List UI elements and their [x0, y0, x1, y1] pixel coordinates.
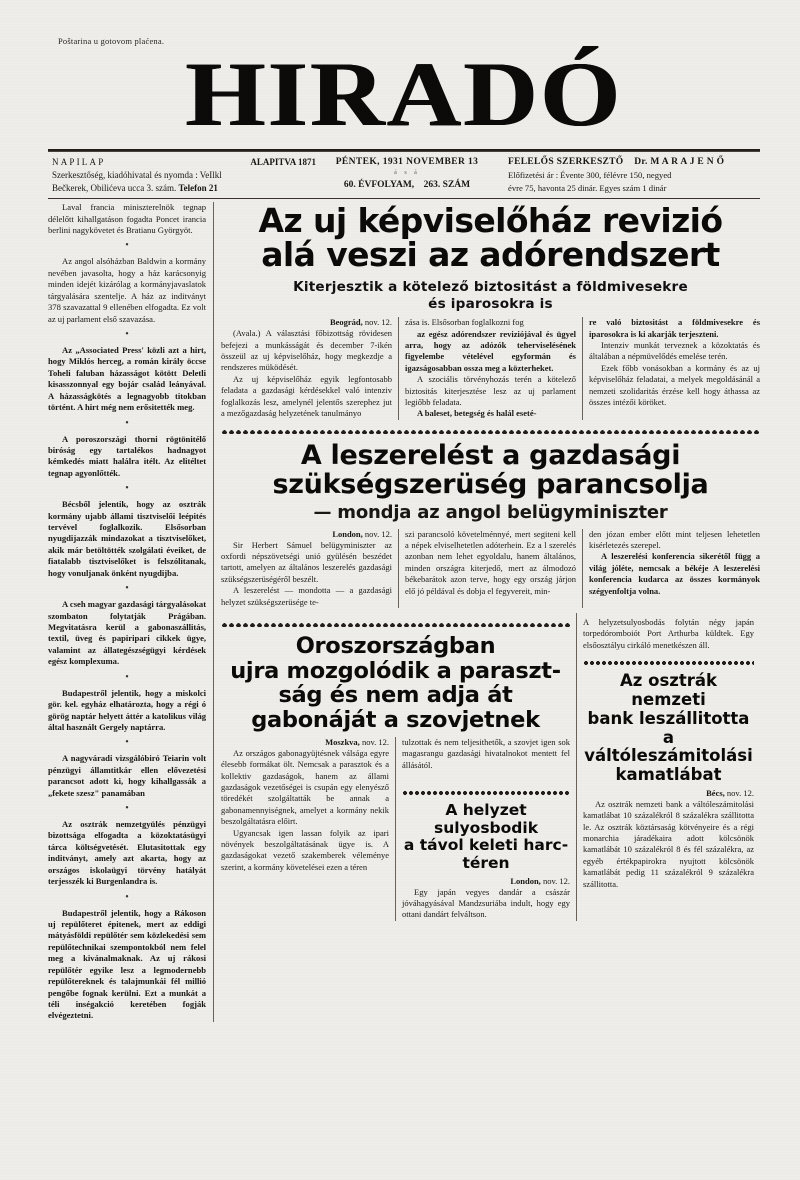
austrian-bank-headline — [583, 672, 754, 785]
fareast-headline-line-2: a távol keleti harc- — [403, 836, 569, 855]
article-paragraph: den józan ember előtt mint teljesen lehetetlen kisérletezés szerepel. — [589, 528, 760, 551]
dateline — [221, 737, 389, 747]
disarmament-subhead: — mondja az angol belügyminiszter — [313, 502, 668, 524]
lead-article-col-3 — [589, 317, 760, 419]
news-brief: Laval francia miniszterelnök tegnap délelőtt kihallgatáson fogadta Poncet irancia berlini nagykövetet és Bratianu Györgyöt. — [48, 202, 207, 236]
phone-label: Telefon 21 — [178, 182, 218, 193]
article-paragraph: A leszerelést — mondotta — a gazdasági helyzet szükségszerüsége te- — [221, 585, 392, 607]
brief-separator — [48, 673, 206, 683]
article-paragraph: Az uj képviselőház egyik legfontosabb feladata a gazdasági kérdésekkel való intenziv foglalkozás lesz, amelynél jelentős szerephez jut a mezőgazdaság helyzetének tanulmányo — [221, 373, 392, 418]
article-paragraph: Intenziv munkát terveznek a közoktatás és általában a népmüvelődés emelése terén. — [589, 340, 760, 362]
fareast-headline-line-3: téren — [462, 854, 510, 873]
fareast-headline-line-1: A helyzet sulyosbodik — [434, 801, 539, 837]
column-divider — [398, 529, 399, 608]
article-paragraph: az egész adórendszer reviziójával és ügyel arra, hogy az adózók teherviselésének figyelembe vételével egyformán és igazságosabban ossza meg a közterheket. — [405, 328, 576, 373]
column-divider — [576, 613, 577, 921]
article-paragraph: A baleset, betegség és halál eseté- — [417, 408, 537, 419]
volume-label: 60. ÉVFOLYAM, — [343, 180, 415, 191]
masthead-info-bar — [48, 152, 760, 199]
lower-section — [221, 613, 760, 921]
dotted-divider — [221, 620, 570, 627]
article-paragraph: Az országos gabonagyüjtésnek válsága egyre élesebb formákat ölt. Nemcsak a parasztok és a kollektiv gazdaságok, hanem az állami gazdaságok vezetőségei is csupán egy elenyésző töredékét szolgáltatták be annak a gabonamennyiségnek, amelyet a kormány nekik beszolgáltatásra előirt. — [221, 747, 390, 827]
dateline-date: nov. 12. — [364, 317, 392, 328]
column-divider — [582, 317, 583, 419]
disarmament-headline-line-2: szükségszerüség parancsolja — [272, 469, 709, 501]
news-brief: Budapestről jelentik, hogy a Rákoson uj repülőteret épitenek, mert az eddigi mátyásföldi repülőtér sem közlekedési sem repülőtechnikai szempontokból nem felel meg a kivánalmaknak. Az uj rákosi repülőtér egyike lesz a legmodernebb repülőtereknek és talajmunkái fél millió pengőbe fognak kerülni. Ezt a munkát a téli inségakció keretében fogják elvégeztetni. — [48, 907, 207, 1021]
issue-number: 263. SZÁM — [423, 180, 471, 191]
news-brief: A cseh magyar gazdasági tárgyalásokat szombaton folytatják Prágában. Megvitatásra kerül a gabonaszállitás, textil, üveg és papiripari cikkek ügye, valamint az állategészségügyi kérdések egész komplexuma. — [48, 599, 207, 667]
masthead-date-block — [316, 156, 498, 196]
article-paragraph: (Avala.) A választási főbizottság rövidesen befejezi a munkásságát és december 7-ikén összeül az uj képviselőház, hogy megkezdje a rendszeres müködését. — [221, 328, 392, 373]
russia-headline — [221, 634, 570, 733]
news-brief: Az angol alsóházban Baldwin a kormány nevében javasolta, hogy a ház karácsonyig minden idejét kizárólag a kormányjavaslatok tárgyalására szentelje. A ház az inditványt 378 szavazattal 9 ellenében elfogadta. Ez volt az uj parlament első szavazása. — [48, 256, 207, 324]
dateline — [583, 788, 754, 798]
russia-col-2 — [402, 737, 570, 921]
brief-separator — [48, 330, 206, 340]
dotted-divider — [221, 427, 760, 434]
austrian-bank-headline-line-1: Az osztrák nemzeti — [619, 671, 717, 709]
article-paragraph: A szociális törvényhozás terén a kötelező biztositás kiterjesztése lesz az uj parlament legiőbb feladata. — [405, 374, 576, 407]
brief-separator — [48, 419, 206, 429]
austrian-bank-headline-line-4: kamatlábat — [615, 765, 722, 785]
news-brief: A nagyváradi vizsgálóbiró Teiarin volt pénzügyi államtitkár ellen elővezetési parancsot adott ki, hogy kihallgassák a „fekete szesz" panamában — [48, 753, 207, 798]
lead-headline-line-2: alá veszi az adórendszert — [261, 235, 720, 275]
article-paragraph: tulzottak és nem teljesithetők, a szovjet igen sok magasrangu gazdasági hivatalnokot mentett fel állásától. — [402, 736, 571, 770]
russia-col-1 — [221, 737, 389, 921]
founded-label: ALAPITVA 1871 — [250, 156, 316, 167]
article-paragraph: Ugyancsak igen lassan folyik az ipari növények beszolgáltatásának ügye is. A gazdaságokat vezető szakemberek véleménye szerint, a kormány követelései ezen a téren — [221, 827, 390, 872]
lead-article-body — [221, 317, 760, 419]
article-paragraph: A helyzetsulyosbodás folytán négy japán torpedóromboiót Port Arthurba küldtek. Egy elsőosztályu cirkáló menetkészen áll. — [583, 616, 754, 650]
article-paragraph: A leszerelési konferencia sikerétől függ a világ jóléte, nemcsak a békéje A leszerelési konferencia kudarca az összes kormányok szégyenfoltja volna. — [589, 551, 760, 596]
disarmament-headline-line-1: A leszerelést a gazdasági — [300, 439, 681, 471]
brief-separator — [48, 738, 206, 748]
disarmament-col-1 — [221, 529, 392, 608]
austrian-bank-headline-line-2: bank leszállitotta — [587, 708, 750, 728]
russia-headline-line-2: ujra mozgolódik a paraszt- — [230, 657, 561, 684]
column-divider — [395, 737, 396, 921]
dateline-city: Beográd, — [329, 317, 363, 328]
article-paragraph: re való biztositást a földmivesekre és iparosokra is ki akarják terjeszteni. — [589, 317, 760, 339]
fareast-headline — [402, 802, 570, 873]
brief-separator — [48, 484, 206, 494]
austrian-bank-headline-line-3: a váltóleszámitolási — [584, 727, 753, 766]
editor-name: Dr. M A R A J E N Ő — [634, 156, 725, 167]
brief-separator — [48, 893, 206, 903]
disarmament-article-body — [221, 529, 760, 608]
news-brief: Az „Associated Press' közli azt a hirt, hogy Miklós herceg, a román király öccse Toheli faluban házasságot kötött Deletli kisasszonnyal egy bojár család leányával. A házasságkötés a legnagyobb titokban történt. A hirt még nem erősitették meg. — [48, 344, 207, 413]
article-paragraph: Sir Herbert Sámuel belügyminiszter az oxfordi népszövetségi unió gyülésén beszédet tartott, amelyen az általános leszerelés gazdasági szükségszerüségéről beszélt. — [221, 539, 392, 584]
paper-type-label: NAPILAP — [52, 156, 106, 167]
article-paragraph: szi parancsoló követelménnyé, mert segiteni kell a népek elviselhetetlen adóterhein. Ez a l szerelés azonban nem lehet egyoldalu, hanem általános, minden országra kiterjedő, mert az álmodozó békebarátok azon terve, hogy egy ország járjon elő jó példával és dobja el fegyvereit, min- — [405, 528, 576, 596]
news-brief: Az osztrák nemzetgyülés pénzügyi bizottsága elfogadta a közoktatásügyi tárca költségvetését. Elutasitottak egy inditványt, amely azt akarta, hogy az országos iskolaügyi törvény hatályát terjesszék ki Burgenlandra is. — [48, 819, 207, 887]
column-divider — [213, 202, 214, 1022]
news-brief: Budapestről jelentik, hogy a miskolci gör. kel. egyház elhatározta, hogy a régi ó görög naptár helyett áttér a katolikus világ által használt Gergely naptárra. — [48, 687, 207, 732]
newspaper-title: HIRADÓ — [185, 43, 623, 145]
article-paragraph: Ezek főbb vonásokban a kormány és az uj képviselőház feladatai, a melyek megoldásánál a nemzeti szolidaritás érzése kell hogy áthassa az összes intézői köröket. — [589, 362, 760, 407]
russia-headline-line-1: Oroszországban — [295, 632, 496, 659]
editor-label: FELELŐS SZERKESZTŐ — [508, 156, 624, 167]
dateline-city: London, — [332, 528, 363, 539]
lead-subhead-line-1: Kiterjesztik a kötelező biztositást a földmivesekre — [293, 279, 688, 296]
dotted-divider — [583, 658, 754, 665]
postage-note: Poštarina u gotovom plaćena. — [58, 36, 165, 46]
lead-article-subhead — [221, 279, 760, 312]
article-paragraph: Az osztrák nemzeti bank a váltóleszámitolási kamatlábat 10 százalékról 8 százalékra szállitotta le. Az osztrák köztársaság kötvényeire és a régi monarchia járadékaira adott kölcsönök kamatlábát 10 százalékról 8 és fél százalékra, az egyéb értékpapirokra nyujtott kölcsönök kamatlábát pedig 11 százalékról 9 százalékra szállitotta. — [583, 798, 754, 889]
dateline-date: nov. 12. — [726, 787, 754, 798]
brief-separator — [48, 804, 206, 814]
dateline-date: nov. 12. — [361, 736, 390, 747]
austrian-bank-block — [583, 613, 754, 921]
page-content — [48, 202, 760, 1022]
lead-article-headline — [221, 201, 760, 275]
dateline-date: nov. 12. — [364, 528, 392, 539]
lead-article-col-1 — [221, 317, 392, 419]
disarmament-article-header — [221, 441, 760, 524]
russia-headline-line-4: gabonáját a szovjetnek — [251, 707, 540, 734]
disarmament-col-2 — [405, 529, 576, 608]
subscription-line-1: Előfizetési ár : Évente 300, félévre 150, negyed — [508, 170, 672, 181]
dateline — [402, 876, 570, 886]
dateline-city: London, — [510, 875, 541, 886]
russia-block — [221, 613, 570, 921]
article-paragraph: zása is. Elsősorban foglalkozni fog — [405, 317, 524, 328]
news-brief: Bécsből jelentik, hogy az osztrák kormány ujabb állami tisztviselői leépités tervével foglalkozik. Elsősorban nyugdijazzák mindazokat a tisztviselőket, akik már betöltötték szolgálati éveiket, de fiatalabb tisztviselőket is felszólitanak, hogy vonuljanak önként nyugdijba. — [48, 499, 207, 578]
column-divider — [398, 317, 399, 419]
brief-separator — [48, 241, 206, 251]
lead-headline-line-1: Az uj képviselőház revizió — [258, 201, 723, 241]
lead-article-header — [221, 201, 760, 312]
russia-headline-line-3: ság és nem adja át — [278, 682, 513, 709]
masthead-imprint — [48, 156, 316, 196]
subscription-line-2: évre 75, havonta 25 dinár. Egyes szám 1 dinár — [508, 183, 667, 194]
brief-separator — [48, 584, 206, 594]
dateline-city: Bécs, — [706, 787, 725, 798]
issue-date: PÉNTEK, 1931 NOVEMBER 13 — [335, 156, 479, 167]
masthead-tiny-marks: á s á — [394, 170, 420, 177]
dateline-city: Moszkva, — [325, 736, 360, 747]
masthead-editor-block — [498, 156, 760, 196]
lead-article-col-2 — [405, 317, 576, 419]
dateline — [221, 317, 392, 327]
disarmament-headline — [221, 441, 760, 500]
news-briefs-column — [48, 202, 206, 1022]
column-divider — [582, 529, 583, 608]
news-brief: A poroszországi thorni rögtönitélő biróság egy tartalékos hadnagyot kémkedés miatt halálra itélt. Az elitéltet tegnap agyonlőtték. — [48, 433, 207, 478]
main-column — [221, 202, 760, 1022]
imprint-line-2: Bečkerek, Obilićeva ucca 3. szám. — [52, 182, 177, 193]
article-paragraph: Egy japán vegyes dandár a császár jóváhagyásával Mandzsuriába indult, hogy egy ottani dandárt felváltson. — [402, 886, 571, 920]
dateline — [221, 529, 392, 539]
imprint-line-1: Szerkesztőség, kiadóhivatal és nyomda : VeIlkl — [52, 169, 222, 180]
lead-subhead-line-2: és iparosokra is — [428, 295, 553, 312]
dateline-date: nov. 12. — [542, 875, 571, 886]
masthead-rule-bottom — [48, 198, 760, 199]
dotted-divider — [402, 788, 570, 795]
disarmament-col-3 — [589, 529, 760, 608]
